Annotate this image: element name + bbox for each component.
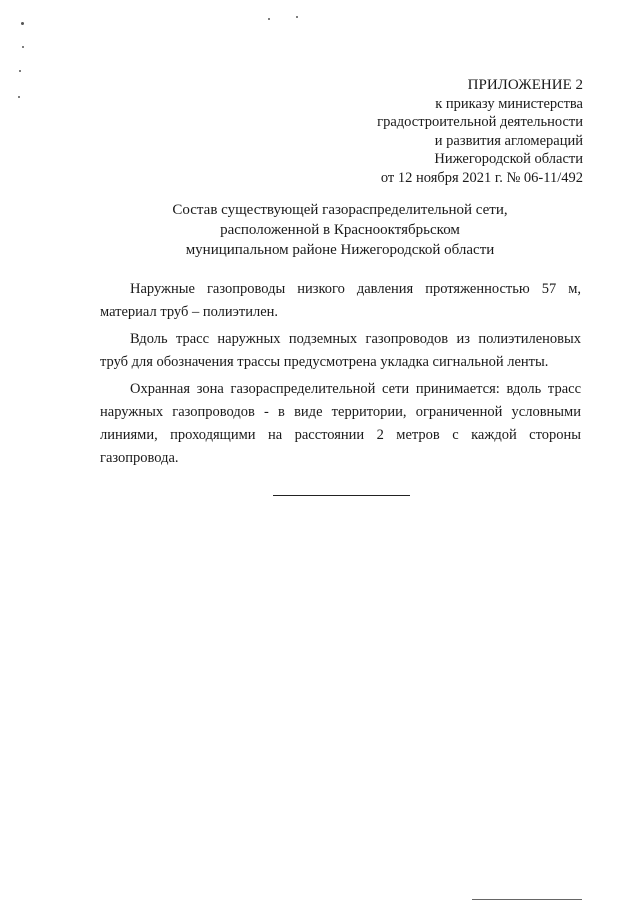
appendix-number: ПРИЛОЖЕНИЕ 2 [467,77,583,93]
scan-speck [296,16,298,18]
order-date-number: от 12 ноября 2021 г. № 06-11/492 [380,169,583,186]
scan-speck [21,22,24,25]
appendix-header [377,76,583,187]
paragraph: Вдоль трасс наружных подземных газопроводов из полиэтиленовых труб для обозначения трассы предусмотрена укладка сигнальной ленты. [100,331,581,370]
header-line: и развития агломераций [434,132,583,149]
scan-speck [18,96,20,98]
header-line: Нижегородской области [434,151,583,167]
title-line: Состав существующей газораспределительной сети, [172,202,508,218]
closing-separator-line [273,495,410,496]
scan-edge-mark [472,899,582,900]
paragraph: Наружные газопроводы низкого давления протяженностью 57 м, материал труб – полиэтилен. [100,281,581,320]
document-title [110,200,570,260]
document-body [100,278,581,474]
scan-speck [268,18,270,20]
paragraph: Охранная зона газораспределительной сети принимается: вдоль трасс наружных газопроводов - в виде территории, ограниченной условными линиями, проходящими на расстоянии 2 метров с каждой стороны газопровода. [100,381,581,466]
title-line: муниципальном районе Нижегородской области [185,242,495,258]
header-line: градостроительной деятельности [377,114,583,130]
scan-speck [22,46,24,48]
scan-speck [19,70,21,72]
header-line: к приказу министерства [435,95,583,112]
title-line: расположенной в Краснооктябрьском [220,222,460,238]
